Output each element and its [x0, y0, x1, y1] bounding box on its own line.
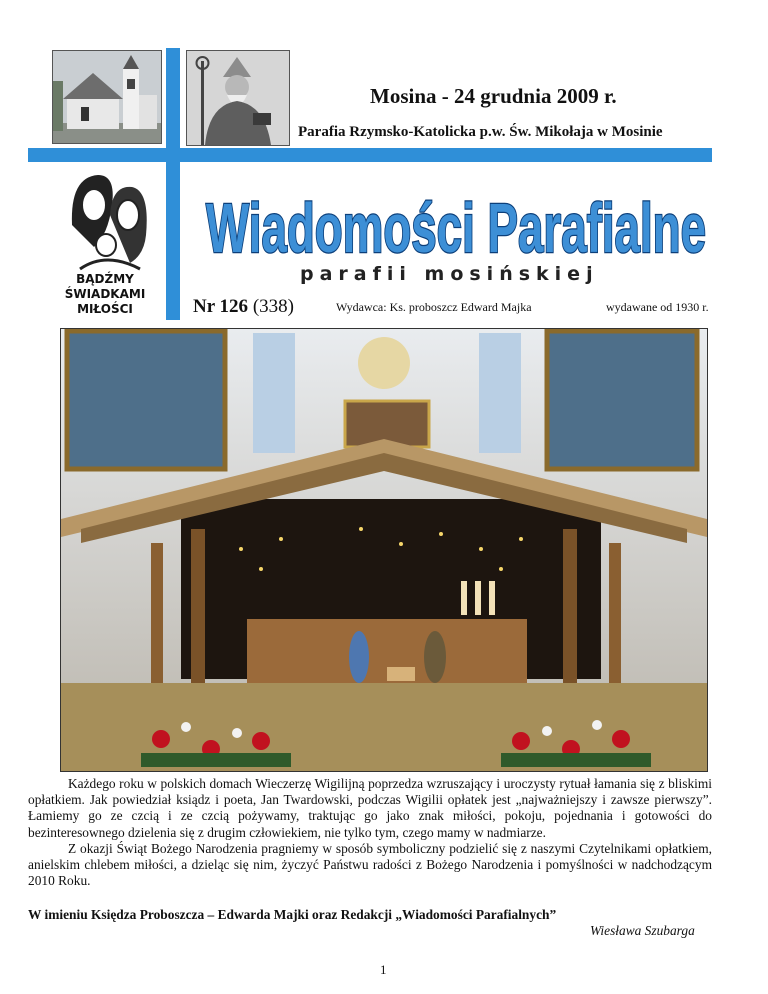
article-signature: Wiesława Szubarga: [590, 923, 695, 938]
issue-number: [193, 296, 294, 318]
newsletter-title-text: Wiadomości Parafialne: [206, 189, 706, 267]
publisher-line: Wydawca: Ks. proboszcz Edward Majka: [336, 300, 532, 314]
issue-number-main: Nr 126: [193, 296, 249, 317]
blue-cross-vertical: [166, 48, 180, 320]
logo-line-2: ŚWIADKAMI: [64, 287, 146, 301]
article-paragraph-2: Z okazji Świąt Bożego Narodzenia pragniemy w sposób symboliczny podzielić się z naszymi Czytelnikami opłatkiem, anielskim chlebem miłości, a dzieląc się nim, życzyć Państwu radości z Bożego Narodzenia i pomyślności w nadchodzącym 2010 Roku.: [28, 840, 712, 889]
newsletter-subtitle: parafii mosińskiej: [300, 263, 599, 285]
nativity-scene-photo: [60, 328, 708, 772]
published-since: wydawane od 1930 r.: [606, 300, 709, 314]
logo-line-1: BĄDŹMY: [76, 272, 134, 286]
issue-number-total: (338): [252, 296, 294, 317]
parish-name: Parafia Rzymsko-Katolicka p.w. Św. Mikołaja w Mosinie: [298, 124, 663, 140]
article-paragraph-1: Każdego roku w polskich domach Wieczerzę Wigilijną poprzedza wzruszający i uroczysty rytuał łamania się z bliskimi opłatkiem. Jak powiedział ksiądz i poeta, Jan Twardowski, podczas Wigilii opłatek jest „najważniejszy i zawsze pierwszy”. Łamiemy go ze czcią i ze czcią pożywamy, traktując go jako znak miłości, pokoju, pojednania i gotowości do bezinteresownego dzielenia się z drugim człowiekiem, nie tylko tym, czego mamy w nadmiarze.: [28, 776, 712, 840]
blue-cross-horizontal: [28, 148, 712, 162]
article-greeting: W imieniu Księdza Proboszcza – Edwarda Majki oraz Redakcji „Wiadomości Parafialnych”: [28, 907, 557, 922]
saint-nicholas-image: [186, 50, 290, 146]
newsletter-title: [200, 178, 712, 268]
logo-line-3: MIŁOŚCI: [77, 302, 133, 316]
page-number: 1: [380, 962, 387, 977]
issue-date: Mosina - 24 grudnia 2009 r.: [370, 84, 617, 108]
article-body: [28, 776, 712, 889]
church-photo: [52, 50, 162, 144]
holy-family-logo: [50, 165, 160, 317]
